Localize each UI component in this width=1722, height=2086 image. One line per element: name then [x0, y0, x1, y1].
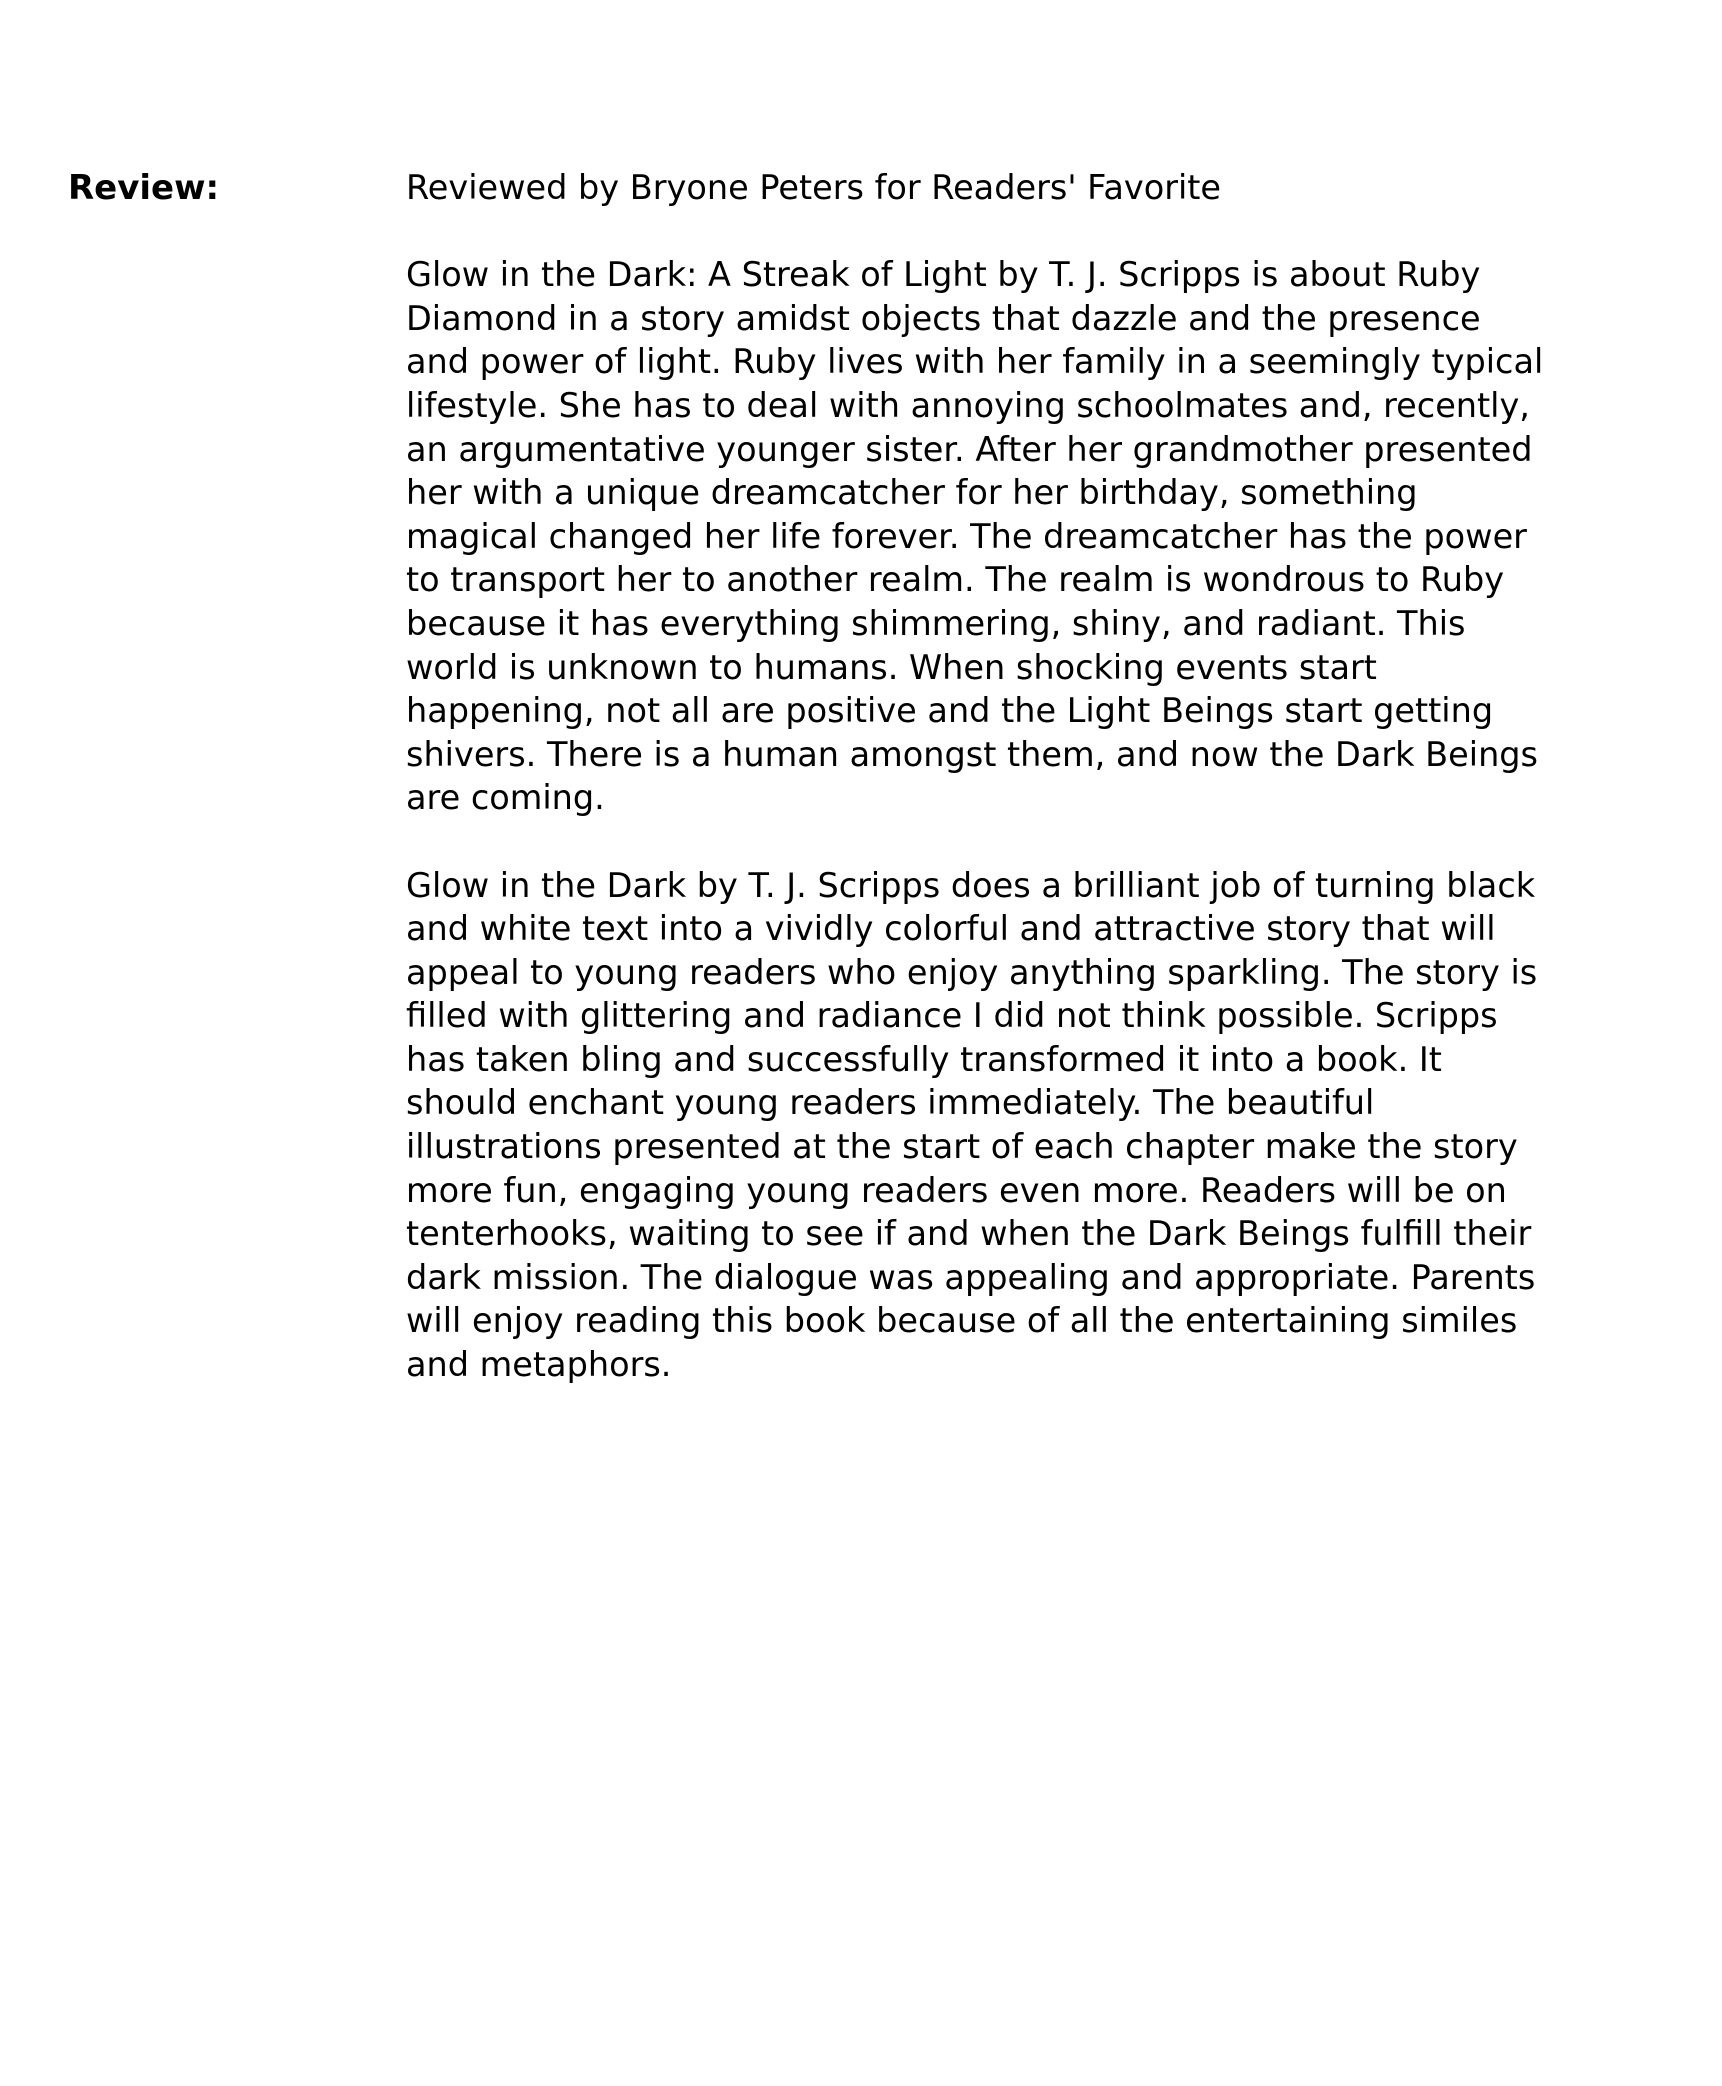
- review-byline: Reviewed by Bryone Peters for Readers' Favorite: [406, 168, 1222, 207]
- paragraph-spacer: [406, 820, 1546, 864]
- paragraph-spacer: [406, 210, 1546, 254]
- review-content: [406, 166, 1546, 1387]
- review-label: Review:: [68, 168, 220, 208]
- review-paragraph-1: Glow in the Dark: A Streak of Light by T. J. Scripps is about Ruby Diamond in a story amidst objects that dazzle and the presence and power of light. Ruby lives with her family in a seemingly typical lifestyle. She has to deal with annoying schoolmates and, recently, an argumentative younger sister. After her grandmother presented her with a unique dreamcatcher for her birthday, something magical changed her life forever. The dreamcatcher has the power to transport her to another realm. The realm is wondrous to Ruby because it has everything shimmering, shiny, and radiant. This world is unknown to humans. When shocking events start happening, not all are positive and the Light Beings start getting shivers. There is a human amongst them, and now the Dark Beings are coming.: [406, 255, 1544, 818]
- review-paragraph-2: Glow in the Dark by T. J. Scripps does a brilliant job of turning black and white text into a vividly colorful and attractive story that will appeal to young readers who enjoy anything sparkling. The story is filled with glittering and radiance I did not think possible. Scripps has taken bling and successfully transformed it into a book. It should enchant young readers immediately. The beautiful illustrations presented at the start of each chapter make the story more fun, engaging young readers even more. Readers will be on tenterhooks, waiting to see if and when the Dark Beings fulfill their dark mission. The dialogue was appealing and appropriate. Parents will enjoy reading this book because of all the entertaining similes and metaphors.: [406, 865, 1538, 1385]
